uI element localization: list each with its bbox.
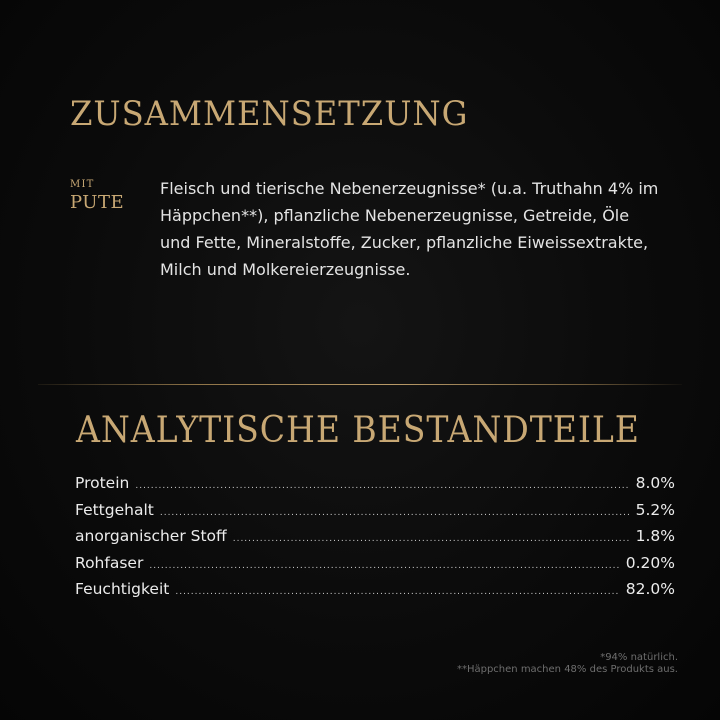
analysis-value: 82.0% — [625, 580, 675, 598]
dot-leader — [149, 561, 619, 571]
footnote-natural: *94% natürlich. — [600, 652, 678, 663]
section-divider — [38, 384, 682, 385]
analysis-label: Feuchtigkeit — [75, 580, 170, 598]
analysis-row-rohfaser — [75, 554, 675, 581]
analysis-value: 8.0% — [635, 474, 675, 492]
flavor-label — [70, 178, 124, 215]
ingredients-text: Fleisch und tierische Nebenerzeugnisse* (u.a. Truthahn 4% im Häppchen**), pflanzliche Nebenerzeugnisse, Getreide, Öle und Fette, Mineralstoffe, Zucker, pflanzliche Eiweissextrakte, Milch und Molkereierzeugnisse. — [160, 179, 659, 279]
analysis-row-protein — [75, 474, 675, 501]
analysis-label: Fettgehalt — [75, 500, 154, 519]
analysis-row-fettgehalt — [75, 501, 675, 528]
analysis-label: anorganischer Stoff — [75, 527, 227, 545]
analysis-label: Protein — [75, 474, 130, 492]
analysis-value: 1.8% — [635, 527, 675, 545]
dot-leader — [160, 508, 630, 518]
composition-heading: ZUSAMMENSETZUNG — [70, 94, 469, 134]
analysis-table — [75, 474, 675, 607]
dot-leader — [135, 481, 629, 491]
analysis-row-feuchtigkeit — [75, 580, 675, 607]
flavor-name: PUTE — [70, 192, 125, 213]
analysis-label: Rohfaser — [75, 553, 144, 572]
flavor-prefix: MIT — [70, 179, 95, 190]
analysis-row-anorganischer-stoff — [75, 527, 675, 554]
footnotes — [457, 652, 678, 676]
analysis-value: 0.20% — [625, 553, 675, 572]
analysis-heading: ANALYTISCHE BESTANDTEILE — [76, 410, 640, 451]
footnote-chunks: **Häppchen machen 48% des Produkts aus. — [456, 664, 678, 675]
dot-leader — [175, 587, 619, 597]
dot-leader — [233, 534, 630, 544]
analysis-value: 5.2% — [635, 500, 675, 519]
